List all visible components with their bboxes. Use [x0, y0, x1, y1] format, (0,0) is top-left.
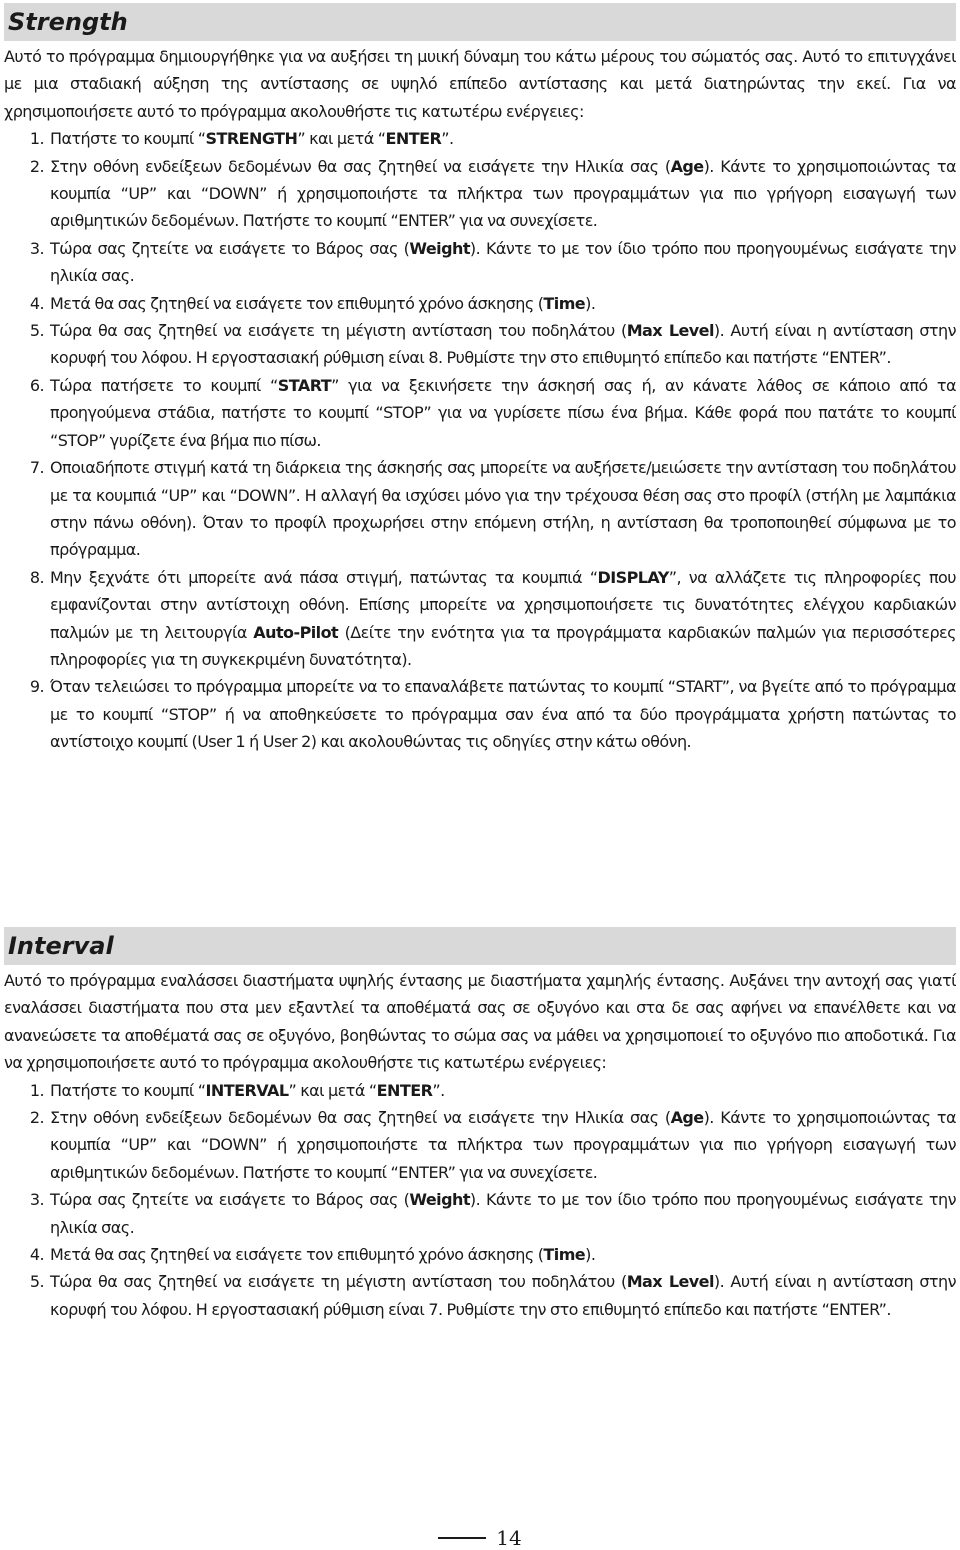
step-number: 7. [29, 458, 44, 478]
step-item [4, 454, 956, 564]
step-keyword: Weight [409, 238, 470, 258]
step-text-run: Όταν τελειώσει το πρόγραμμα μπορείτε να το επαναλάβετε πατώντας το κουμπί “START”, να βγείτε από το πρόγραμμα με το κουμπί “STOP” ή να αποθηκεύσετε το πρόγραμμα σαν ένα από τα δύο προγράμματα χρήστη πατώντας το αντίστοιχο κουμπί (User 1 ή User 2) και ακολουθώντας τις οδηγίες στην κάτω οθόνη. [50, 677, 956, 752]
step-number: 4. [29, 293, 44, 313]
step-item [4, 1104, 956, 1186]
step-number: 4. [29, 1245, 44, 1265]
strength-steps [4, 125, 956, 755]
footer-rule [438, 1537, 486, 1539]
step-text-run: Πατήστε το κουμπί “ [50, 129, 206, 149]
step-keyword: Age [670, 1108, 704, 1128]
step-keyword: DISPLAY [597, 567, 669, 587]
step-text-run: Οποιαδήποτε στιγμή κατά τη διάρκεια της άσκησής σας μπορείτε να αυξήσετε/μειώσετε την αντίσταση του ποδηλάτου με τα κουμπιά “UP” και “DOWN”. Η αλλαγή θα ισχύσει μόνο για την τρέχουσα θέση σας στο προφίλ (στήλη με λαμπάκια στην πάνω οθόνη). Όταν το προφίλ προχωρήσει στην επόμενη στήλη, η αντίσταση θα τροποποιηθεί σύμφωνα με το πρόγραμμα. [50, 458, 956, 560]
step-item [4, 317, 956, 372]
step-number: 5. [29, 1272, 44, 1292]
step-text-run: Μην ξεχνάτε ότι μπορείτε ανά πάσα στιγμή, πατώντας τα κουμπιά “ [50, 567, 598, 587]
step-text [50, 235, 956, 290]
strength-intro: Αυτό το πρόγραμμα δημιουργήθηκε για να αυξήσει τη μυική δύναμη του κάτω μέρους του σώματός σας. Αυτό το επιτυγχάνει με μια σταδιακή αύξηση της αντίστασης σε υψηλό επίπεδο αντίστασης και μετά διατηρώντας την εκεί. Για να χρησιμοποιήσετε αυτό το πρόγραμμα ακολουθήστε τις κατωτέρω ενέργειες: [4, 47, 956, 121]
step-text-run: ). [585, 293, 596, 313]
step-item [4, 673, 956, 755]
step-keyword: STRENGTH [205, 129, 298, 149]
page-number: 14 [496, 1526, 522, 1550]
step-text-run: (Δείτε την ενότητα για τα προγράμματα καρδιακών παλμών για περισσότερες πληροφορίες για τη συγκεκριμένη δυνατότητα). [50, 622, 956, 669]
step-text [50, 454, 956, 564]
step-text-run: ”. [432, 1080, 445, 1100]
strength-section [4, 3, 956, 756]
step-text-run: ”. [441, 129, 454, 149]
step-text-run: Τώρα σας ζητείτε να εισάγετε το Βάρος σας ( [50, 1190, 410, 1210]
page-footer [0, 1526, 960, 1550]
step-item [4, 1241, 956, 1268]
step-text [50, 1241, 956, 1268]
step-text [50, 1268, 956, 1323]
step-text-run: Τώρα θα σας ζητηθεί να εισάγετε τη μέγιστη αντίσταση του ποδηλάτου ( [50, 1272, 627, 1292]
step-number: 8. [29, 567, 44, 587]
step-number: 9. [29, 677, 44, 697]
step-text-run: Τώρα πατήσετε το κουμπί “ [50, 375, 278, 395]
step-keyword: ENTER [376, 1080, 433, 1100]
step-keyword: Time [543, 293, 586, 313]
step-text [50, 1104, 956, 1186]
step-keyword: INTERVAL [205, 1080, 289, 1100]
step-keyword: ENTER [385, 129, 442, 149]
step-text-run: ). Κάντε το με τον ίδιο τρόπο που προηγουμένως εισάγατε την ηλικία σας. [50, 1190, 956, 1237]
step-item [4, 372, 956, 454]
step-text-run: Στην οθόνη ενδείξεων δεδομένων θα σας ζητηθεί να εισάγετε την Ηλικία σας ( [50, 1108, 671, 1128]
interval-section [4, 927, 956, 1323]
interval-steps [4, 1077, 956, 1324]
step-text [50, 125, 956, 152]
step-text-run: Μετά θα σας ζητηθεί να εισάγετε τον επιθυμητό χρόνο άσκησης ( [50, 293, 544, 313]
step-item [4, 564, 956, 674]
step-keyword: Max Level [626, 1272, 714, 1292]
interval-header [4, 927, 956, 965]
step-keyword: Weight [409, 1190, 470, 1210]
strength-header [4, 3, 956, 41]
step-text-run: ). Κάντε το με τον ίδιο τρόπο που προηγουμένως εισάγατε την ηλικία σας. [50, 238, 956, 286]
step-number: 2. [29, 156, 44, 176]
step-text-run: ” και μετά “ [288, 1080, 377, 1100]
step-text-run: ). Αυτή είναι η αντίσταση στην κορυφή του λόφου. Η εργοστασιακή ρύθμιση είναι 7. Ρυθμίστε την στο επιθυμητό επίπεδο και πατήστε “ENTER”. [50, 1272, 956, 1319]
step-number: 1. [29, 1080, 44, 1100]
step-text-run: ” για να ξεκινήσετε την άσκησή σας ή, αν κάνατε λάθος σε κάποιο από τα προηγούμενα στάδια, πατήστε το κουμπί “STOP” για να γυρίσετε πίσω ένα βήμα. Κάθε φορά που πατάτε το κουμπί “STOP” γυρίζετε ένα βήμα πιο πίσω. [50, 375, 956, 450]
step-keyword: Age [670, 156, 704, 176]
step-text [50, 1077, 956, 1104]
step-text [50, 290, 956, 317]
step-item [4, 235, 956, 290]
step-text [50, 673, 956, 755]
step-text-run: Μετά θα σας ζητηθεί να εισάγετε τον επιθυμητό χρόνο άσκησης ( [50, 1245, 544, 1265]
step-text-run: ” και μετά “ [297, 129, 386, 149]
step-text [50, 372, 956, 454]
step-item [4, 153, 956, 235]
step-number: 1. [29, 129, 44, 149]
step-text-run: ”, να αλλάζετε τις πληροφορίες που εμφανίζονται στην αντίστοιχη οθόνη. Επίσης μπορείτε να χρησιμοποιήσετε τις δυνατότητες ελέγχου καρδιακών παλμών με τη λειτουργία [50, 567, 956, 642]
step-keyword: Time [543, 1245, 586, 1265]
step-item [4, 1186, 956, 1241]
interval-intro: Αυτό το πρόγραμμα εναλάσσει διαστήματα υψηλής έντασης με διαστήματα χαμηλής έντασης. Αυξάνει την αντοχή σας γιατί εναλάσσει διαστήματα που στα μεν εξαντλεί τα αποθέματά σας σε οξυγόνο και στα δε σας αφήνει να επανέλθετε και να ανανεώσετε τα αποθέματά σας σε οξυγόνο, βοηθώντας το σώμα σας να μάθει να χρησιμοποιεί το οξυγόνο πιο αποδοτικά. Για να χρησιμοποιήσετε αυτό το πρόγραμμα ακολουθήστε τις κατωτέρω ενέργειες: [4, 971, 956, 1073]
step-item [4, 125, 956, 152]
step-keyword: Max Level [626, 321, 714, 341]
step-number: 5. [29, 321, 44, 341]
strength-title: Strength [8, 8, 128, 36]
step-text-run: ). Αυτή είναι η αντίσταση στην κορυφή του λόφου. Η εργοστασιακή ρύθμιση είναι 8. Ρυθμίστε την στο επιθυμητό επίπεδο και πατήστε “ENTER”. [50, 321, 956, 368]
step-text-run: Στην οθόνη ενδείξεων δεδομένων θα σας ζητηθεί να εισάγετε την Ηλικία σας ( [50, 156, 671, 176]
step-text-run: ). Κάντε το χρησιμοποιώντας τα κουμπία “UP” και “DOWN” ή χρησιμοποιήστε τα πλήκτρα των προγραμμάτων για πιο γρήγορη εισαγωγή των αριθμητικών δεδομένων. Πατήστε το κουμπί “ENTER” για να συνεχίσετε. [50, 156, 956, 231]
step-text-run: Τώρα σας ζητείτε να εισάγετε το Βάρος σας ( [50, 238, 410, 258]
step-number: 3. [29, 238, 44, 258]
step-item [4, 1268, 956, 1323]
step-text [50, 1186, 956, 1241]
step-text-run: Τώρα θα σας ζητηθεί να εισάγετε τη μέγιστη αντίσταση του ποδηλάτου ( [50, 321, 627, 341]
step-text-run: Πατήστε το κουμπί “ [50, 1080, 206, 1100]
step-number: 3. [29, 1190, 44, 1210]
step-number: 6. [29, 375, 44, 395]
step-text [50, 153, 956, 235]
step-text [50, 317, 956, 372]
step-text-run: ). Κάντε το χρησιμοποιώντας τα κουμπία “UP” και “DOWN” ή χρησιμοποιήστε τα πλήκτρα των προγραμμάτων για πιο γρήγορη εισαγωγή των αριθμητικών δεδομένων. Πατήστε το κουμπί “ENTER” για να συνεχίσετε. [50, 1108, 956, 1182]
step-keyword: START [277, 375, 332, 395]
step-text [50, 564, 956, 674]
interval-title: Interval [8, 932, 114, 960]
step-keyword: Auto-Pilot [253, 622, 339, 642]
step-item [4, 290, 956, 317]
step-text-run: ). [585, 1245, 596, 1265]
step-number: 2. [29, 1108, 44, 1128]
step-item [4, 1077, 956, 1104]
